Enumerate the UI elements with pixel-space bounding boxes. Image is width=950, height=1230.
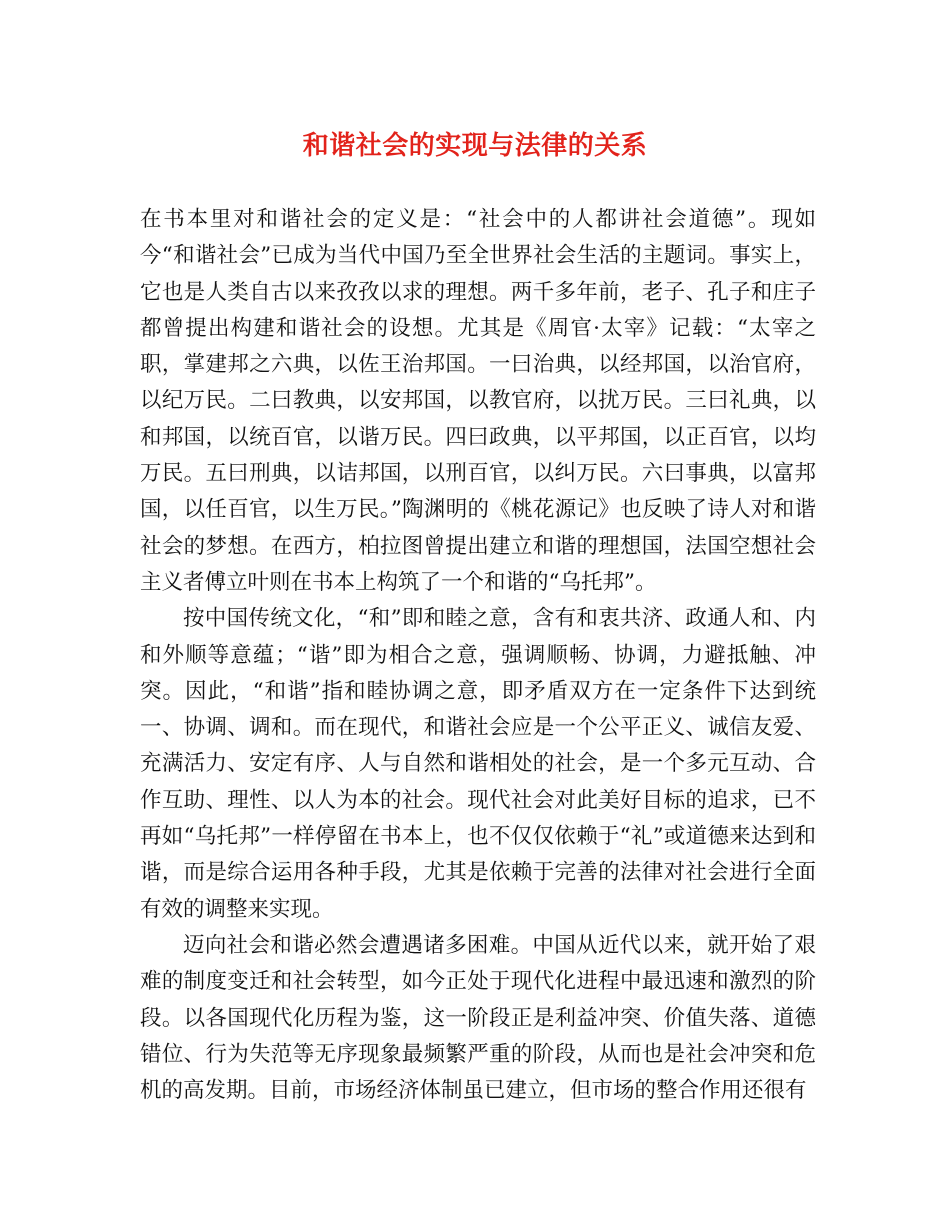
document-title: 和谐社会的实现与法律的关系 (302, 131, 648, 161)
document-body (140, 202, 816, 1109)
paragraph-1: 在书本里对和谐社会的定义是：“社会中的人都讲社会道德”。现如今“和谐社会”已成为当代中国乃至全世界社会生活的主题词。事实上，它也是人类自古以来孜孜以求的理想。两千多年前，老子、孔子和庄子都曾提出构建和谐社会的设想。尤其是《周官·太宰》记载：“太宰之职，掌建邦之六典，以佐王治邦国。一曰治典，以经邦国，以治官府，以纪万民。二曰教典，以安邦国，以教官府，以扰万民。三曰礼典，以和邦国，以统百官，以谐万民。四曰政典，以平邦国，以正百官，以均万民。五曰刑典，以诘邦国，以刑百官，以纠万民。六曰事典，以富邦国，以任百官，以生万民。”陶渊明的《桃花源记》也反映了诗人对和谐社会的梦想。在西方，柏拉图曾提出建立和谐的理想国，法国空想社会主义者傅立叶则在书本上构筑了一个和谐的“乌托邦”。 (140, 207, 816, 595)
paragraph-2: 按中国传统文化，“和”即和睦之意，含有和衷共济、政通人和、内和外顺等意蕴；“谐”即为相合之意，强调顺畅、协调，力避抵触、冲突。因此，“和谐”指和睦协调之意，即矛盾双方在一定条件下达到统一、协调、调和。而在现代，和谐社会应是一个公平正义、诚信友爱、充满活力、安定有序、人与自然和谐相处的社会，是一个多元互动、合作互助、理性、以人为本的社会。现代社会对此美好目标的追求，已不再如“乌托邦”一样停留在书本上，也不仅仅依赖于“礼”或道德来达到和谐，而是综合运用各种手段，尤其是依赖于完善的法律对社会进行全面有效的调整来实现。 (140, 606, 816, 922)
paragraph-3: 迈向社会和谐必然会遭遇诸多困难。中国从近代以来，就开始了艰难的制度变迁和社会转型，如今正处于现代化进程中最迅速和激烈的阶段。以各国现代化历程为鉴，这一阶段正是利益冲突、价值失落、道德错位、行为失范等无序现象最频繁严重的阶段，从而也是社会冲突和危机的高发期。目前，市场经济体制虽已建立，但市场的整合作用还很有 (140, 932, 816, 1104)
